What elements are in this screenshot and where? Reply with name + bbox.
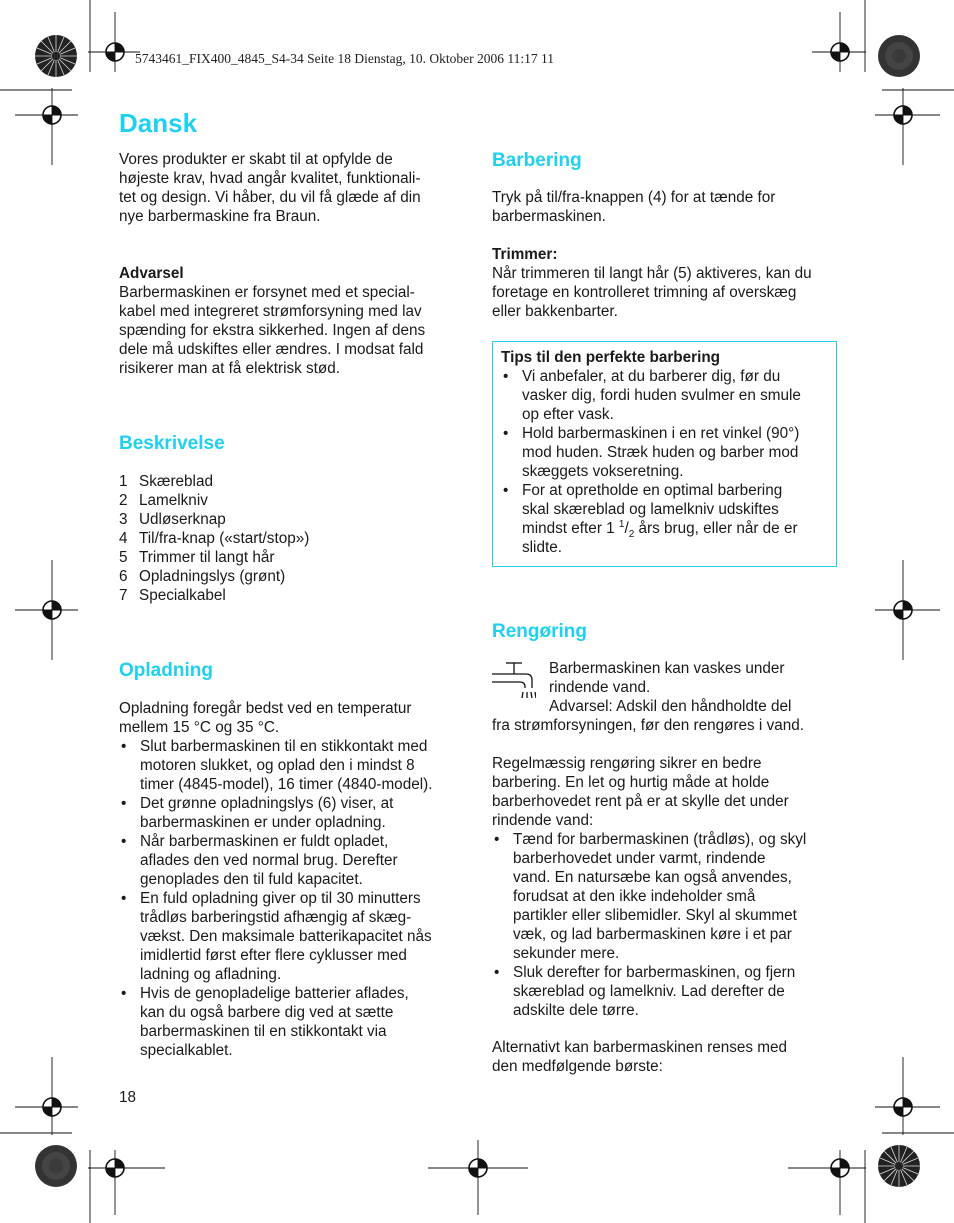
- cleaning-section: Regelmæssig rengøring sikrer en bedre barbering. En let og hurtig måde at holde barberhovedet rent på er at skylle det under rindende vand: • Tænd for barbermaskinen (trådløs), og skyl barberhovedet under varmt, rindende vand. En natursæbe kan også anvendes, forudsat at den ikke indeholder små partikler eller slibemidler. Skyl al skummet væk, og lad barbermaskinen køre i et par sekunder mere. • Sluk derefter for barbermaskinen, og fjern skæreblad og lamelkniv. Lad derefter de adskilte dele tørre.: [492, 754, 852, 1020]
- page-title: Dansk: [119, 108, 198, 138]
- list-item: • Det grønne opladningslys (6) viser, at barbermaskinen er under opladning.: [119, 794, 469, 832]
- list-item: • Tænd for barbermaskinen (trådløs), og skyl barberhovedet under varmt, rindende vand. En natursæbe kan også anvendes, forudsat at den ikke indeholder små partikler eller slibemidler. Skyl al skummet væk, og lad barbermaskinen køre i et par sekunder mere.: [492, 830, 852, 963]
- description-heading: Beskrivelse: [119, 433, 225, 454]
- list-item: 6 Opladningslys (grønt): [119, 568, 286, 585]
- list-item: • For at opretholde en optimal barbering skal skæreblad og lamelkniv udskiftes mindst efter 1 $^1/_2$ års brug, eller når de er slidte.: [501, 481, 828, 557]
- intro-paragraph: Vores produkter er skabt til at opfylde de højeste krav, hvad angår kvalitet, funktionali- tet og design. Vi håber, du vil få glæde af din nye barbermaskine fra Braun.: [119, 151, 421, 225]
- list-item: 2 Lamelkniv: [119, 492, 208, 509]
- list-item: • Hvis de genopladelige batterier aflades, kan du også barbere dig ved at sætte barbermaskinen til en stikkontakt via specialkablet.: [119, 984, 469, 1060]
- list-item: 1 Skæreblad: [119, 473, 213, 490]
- trimmer-section: Trimmer: Når trimmeren til langt hår (5) aktiveres, kan du foretage en kontrolleret trimning af overskæg eller bakkenbarter.: [492, 245, 842, 321]
- charging-section: Opladning foregår bedst ved en temperatur mellem 15 °C og 35 °C. • Slut barbermaskinen til en stikkontakt med motoren slukket, og oplad den i mindst 8 timer (4845-model), 16 timer (4840-model). • Det grønne opladningslys (6) viser, at barbermaskinen er under opladning. • Når barbermaskinen er fuldt opladet, aflades den ved normal brug. Derefter genoplades den til fuld kapacitet. • En fuld opladning giver op til 30 minutters trådløs barberingstid afhængig af skæg- vækst. Den maksimale batterikapacitet nås imidlertid først efter flere cyklusser med ladning og afladning. • Hvis de genopladelige batterier aflades, kan du også barbere dig ved at sætte barbermaskinen til en stikkontakt via specialkablet.: [119, 699, 469, 1060]
- list-item: 4 Til/fra-knap («start/stop»): [119, 530, 310, 547]
- cleaning-alternative: Alternativt kan barbermaskinen renses med den medfølgende børste:: [492, 1039, 788, 1075]
- list-item: • Hold barbermaskinen i en ret vinkel (90°) mod huden. Stræk huden og barber mod skæggets vokseretning.: [501, 424, 828, 481]
- tips-box: [492, 341, 837, 567]
- cleaning-heading: Rengøring: [492, 621, 587, 642]
- list-item: • Vi anbefaler, at du barberer dig, før du vasker dig, fordi huden svulmer en smule op efter vask.: [501, 367, 828, 424]
- warning-section: Advarsel Barbermaskinen er forsynet med et special- kabel med integreret strømforsyning med lav spænding for ekstra sikkerhed. Ingen af dens dele må udskiftes eller ændres. I modsat fald risikerer man at få elektrisk stød.: [119, 264, 469, 378]
- parts-list: [119, 472, 469, 605]
- list-item: • Når barbermaskinen er fuldt opladet, aflades den ved normal brug. Derefter genoplades den til fuld kapacitet.: [119, 832, 469, 889]
- list-item: • Slut barbermaskinen til en stikkontakt med motoren slukket, og oplad den i mindst 8 timer (4845-model), 16 timer (4840-model).: [119, 737, 469, 794]
- trimmer-heading: Trimmer:: [492, 246, 558, 263]
- print-slug: 5743461_FIX400_4845_S4-34 Seite 18 Dienstag, 10. Oktober 2006 11:17 11: [135, 51, 554, 66]
- starburst-mark: [35, 35, 77, 77]
- list-item: • En fuld opladning giver op til 30 minutters trådløs barberingstid afhængig af skæg- vækst. Den maksimale batterikapacitet nås imidlertid først efter flere cyklusser med ladning og afladning.: [119, 889, 469, 984]
- page-number: 18: [119, 1089, 137, 1106]
- cleaning-icon-note: Barbermaskinen kan vaskes under rindende vand. Advarsel: Adskil den håndholdte del: [549, 660, 792, 715]
- list-item: 5 Trimmer til langt hår: [119, 549, 275, 566]
- faucet-icon: [492, 660, 536, 700]
- list-item: 7 Specialkabel: [119, 587, 226, 604]
- warning-heading: Advarsel: [119, 265, 184, 282]
- shaving-heading: Barbering: [492, 150, 582, 171]
- charging-heading: Opladning: [119, 660, 213, 681]
- tips-heading: Tips til den perfekte barbering: [501, 349, 721, 366]
- list-item: • Sluk derefter for barbermaskinen, og fjern skæreblad og lamelkniv. Lad derefter de adskilte dele tørre.: [492, 963, 852, 1020]
- shaving-paragraph: Tryk på til/fra-knappen (4) for at tænde for barbermaskinen.: [492, 189, 776, 225]
- list-item: 3 Udløserknap: [119, 511, 226, 528]
- cleaning-warning-line: fra strømforsyningen, før den rengøres i vand.: [492, 717, 805, 734]
